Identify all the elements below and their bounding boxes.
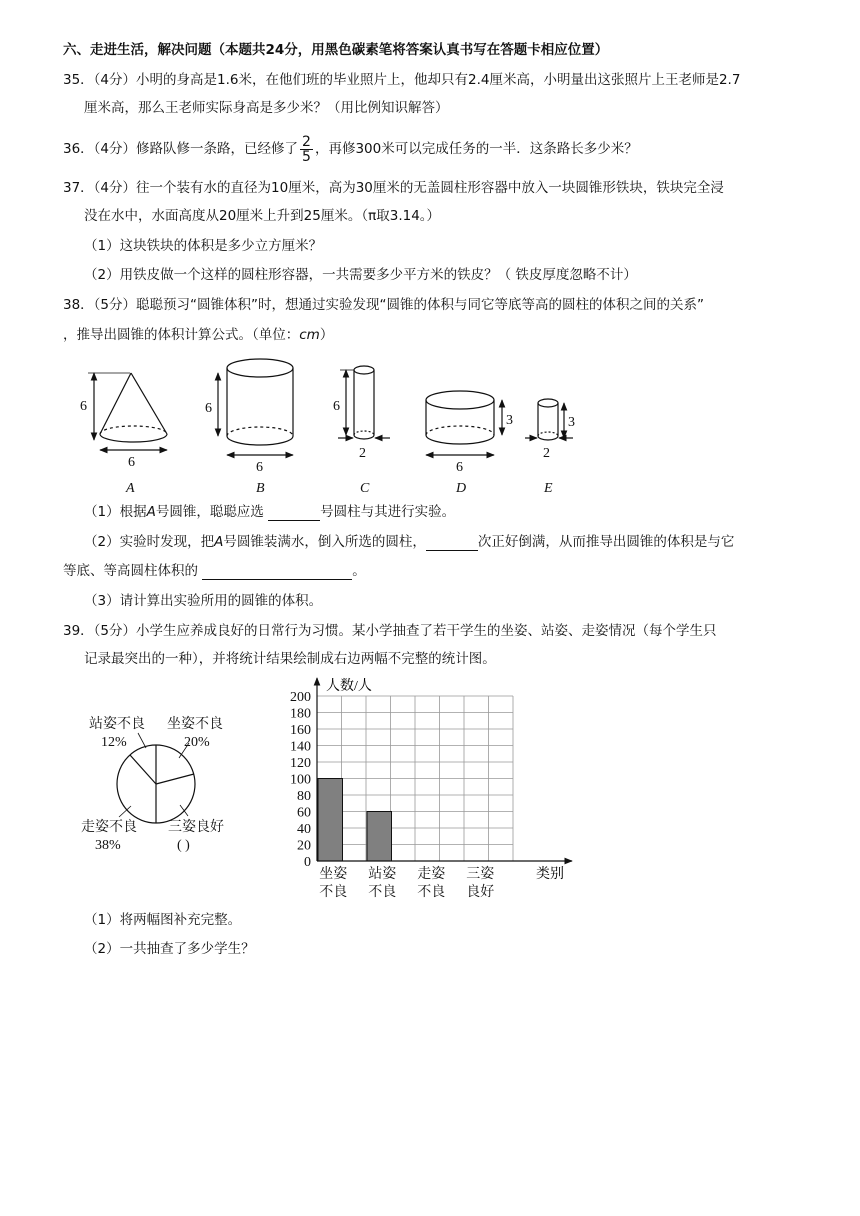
pie-pct-walking: 38%	[95, 838, 121, 853]
cyl-c-label: C	[360, 481, 370, 496]
ytick-label: 160	[290, 723, 311, 738]
pie-label-walking: 走姿不良	[81, 820, 137, 835]
category-label: 不良	[417, 885, 446, 900]
cone-a-base: 6	[128, 455, 135, 470]
q36-line	[63, 131, 638, 167]
ytick-label: 120	[290, 756, 311, 771]
q38-sub2-mid: 号圆锥装满水，倒入所选的圆柱，	[223, 534, 426, 550]
ytick-label: 180	[290, 706, 311, 722]
q38-unit: cm	[299, 327, 320, 343]
ytick-label: 200	[290, 690, 311, 705]
q37-line1: 37．（4分）往一个装有水的直径为10厘米，高为30厘米的无盖圆柱形容器中放入一块圆锥形铁块，铁块完全浸	[63, 180, 724, 196]
ytick-label: 0	[304, 855, 311, 870]
pie-divider-2	[156, 774, 194, 784]
ytick-label: 100	[290, 772, 311, 788]
pie-chart	[76, 708, 246, 858]
q38-sub1-blank[interactable]	[268, 506, 320, 521]
bar-chart-yticks	[290, 690, 311, 870]
ytick-label: 40	[297, 822, 311, 837]
q38-line2-pre: ，推导出圆锥的体积计算公式。（单位：	[63, 327, 300, 343]
q39-line2: 记录最突出的一种），并将统计结果绘制成右边两幅不完整的统计图。	[84, 651, 496, 667]
q38-sub2-line2-end: 。	[352, 563, 366, 579]
q36-before: 36．（4分）修路队修一条路，已经修了	[63, 141, 299, 157]
q38-sub1-a: A	[146, 504, 156, 520]
category-label: 走姿	[417, 867, 446, 882]
cyl-c-height: 6	[333, 399, 340, 414]
q38-sub1	[84, 503, 455, 521]
category-label: 坐姿	[319, 867, 348, 882]
cone-a-label: A	[126, 481, 135, 496]
q38-line2	[63, 326, 333, 344]
q39-sub2: （2）一共抽查了多少学生？	[84, 941, 255, 957]
category-label: 三姿	[466, 867, 495, 882]
q38-sub1-post: 号圆柱与其进行实验。	[320, 504, 456, 520]
q36-frac-num: 2	[302, 133, 311, 150]
cylinder-b	[218, 359, 293, 455]
pie-label-sitting: 坐姿不良	[167, 717, 223, 732]
q35-line2: 厘米高，那么王老师实际身高是多少米？（用比例知识解答）	[84, 100, 449, 116]
y-axis-title: 人数/人	[326, 679, 372, 694]
bar-chart-bars	[318, 779, 392, 862]
ytick-label: 60	[297, 805, 311, 821]
cone-a-height: 6	[80, 399, 87, 414]
bar	[318, 779, 343, 862]
pie-pct-good: ( )	[177, 838, 190, 853]
cone-a	[88, 373, 167, 450]
q38-sub2-post: 次正好倒满，从而推导出圆锥的体积是与它	[477, 534, 735, 550]
bar	[367, 812, 392, 862]
q38-sub2-line2	[63, 562, 366, 580]
q39-line1: 39．（5分）小学生应养成良好的日常行为习惯。某小学抽查了若干学生的坐姿、站姿、走姿情况（每个学生只	[63, 623, 717, 639]
bar-chart-categories	[319, 865, 494, 900]
q38-sub2-blank2[interactable]	[202, 565, 352, 580]
q39-sub1: （1）将两幅图补充完整。	[84, 912, 242, 928]
cyl-d-base: 6	[456, 460, 463, 475]
cyl-b-base: 6	[256, 460, 263, 475]
category-label: 站姿	[368, 867, 397, 882]
q38-sub2-a: A	[214, 534, 224, 550]
q35-line1: 35．（4分）小明的身高是1.6米，在他们班的毕业照片上，他却只有2.4厘米高，小明量出这张照片上王老师是2.7	[63, 72, 741, 88]
q37-sub2: （2）用铁皮做一个这样的圆柱形容器，一共需要多少平方米的铁皮？（ 铁皮厚度忽略不计）	[84, 267, 637, 283]
cylinder-c	[338, 366, 390, 439]
x-axis-title: 类别	[536, 867, 564, 882]
q38-sub2-pre: （2）实验时发现，把	[84, 534, 215, 550]
ytick-label: 80	[297, 789, 311, 804]
pie-pct-sitting: 20%	[184, 735, 210, 750]
cyl-b-height: 6	[205, 401, 212, 416]
category-label: 不良	[368, 885, 397, 900]
category-label: 不良	[319, 885, 348, 900]
q38-sub2-blank1[interactable]	[426, 536, 478, 551]
cyl-d-label: D	[456, 481, 467, 496]
q37-sub1: （1）这块铁块的体积是多少立方厘米？	[84, 238, 323, 254]
q38-sub1-pre: （1）根据	[84, 504, 147, 520]
q37-line2: 没在水中，水面高度从20厘米上升到25厘米。（π取3.14。）	[84, 208, 441, 224]
pie-label-standing: 站姿不良	[89, 717, 145, 732]
bar-chart	[270, 670, 580, 905]
cyl-e-label: E	[544, 481, 553, 496]
q38-sub2	[84, 533, 734, 551]
q38-sub2-line2-text: 等底、等高圆柱体积的	[63, 563, 203, 579]
cyl-d-height: 3	[506, 413, 513, 428]
pie-divider-4	[130, 755, 156, 784]
cyl-e-height: 3	[568, 415, 575, 430]
pie-pct-standing: 12%	[101, 735, 127, 750]
cyl-e-base: 2	[543, 446, 550, 461]
ytick-label: 140	[290, 739, 311, 755]
pie-label-good: 三姿良好	[168, 820, 224, 835]
q36-after: ，再修300米可以完成任务的一半．这条路长多少米？	[314, 141, 638, 157]
q38-line2-post: ）	[319, 327, 334, 343]
ytick-label: 20	[297, 838, 311, 854]
bar-chart-grid	[317, 696, 513, 861]
q36-frac-den: 5	[302, 148, 311, 165]
cylinder-e	[525, 399, 573, 440]
cyl-c-base: 2	[359, 446, 366, 461]
q36-fraction	[300, 135, 313, 164]
q38-line1: 38．（5分）聪聪预习“圆锥体积”时，想通过实验发现“圆锥的体积与同它等底等高的圆柱的体积之间的关系”	[63, 297, 704, 313]
q38-sub3: （3）请计算出实验所用的圆锥的体积。	[84, 593, 323, 609]
cylinder-d	[426, 391, 502, 455]
category-label: 良好	[466, 885, 495, 900]
q38-figures	[70, 358, 590, 498]
q38-sub1-mid: 号圆锥，聪聪应选	[155, 504, 269, 520]
section-title: 六、走进生活，解决问题（本题共24分，用黑色碳素笔将答案认真书写在答题卡相应位置）	[63, 42, 609, 58]
cyl-b-label: B	[256, 481, 265, 496]
